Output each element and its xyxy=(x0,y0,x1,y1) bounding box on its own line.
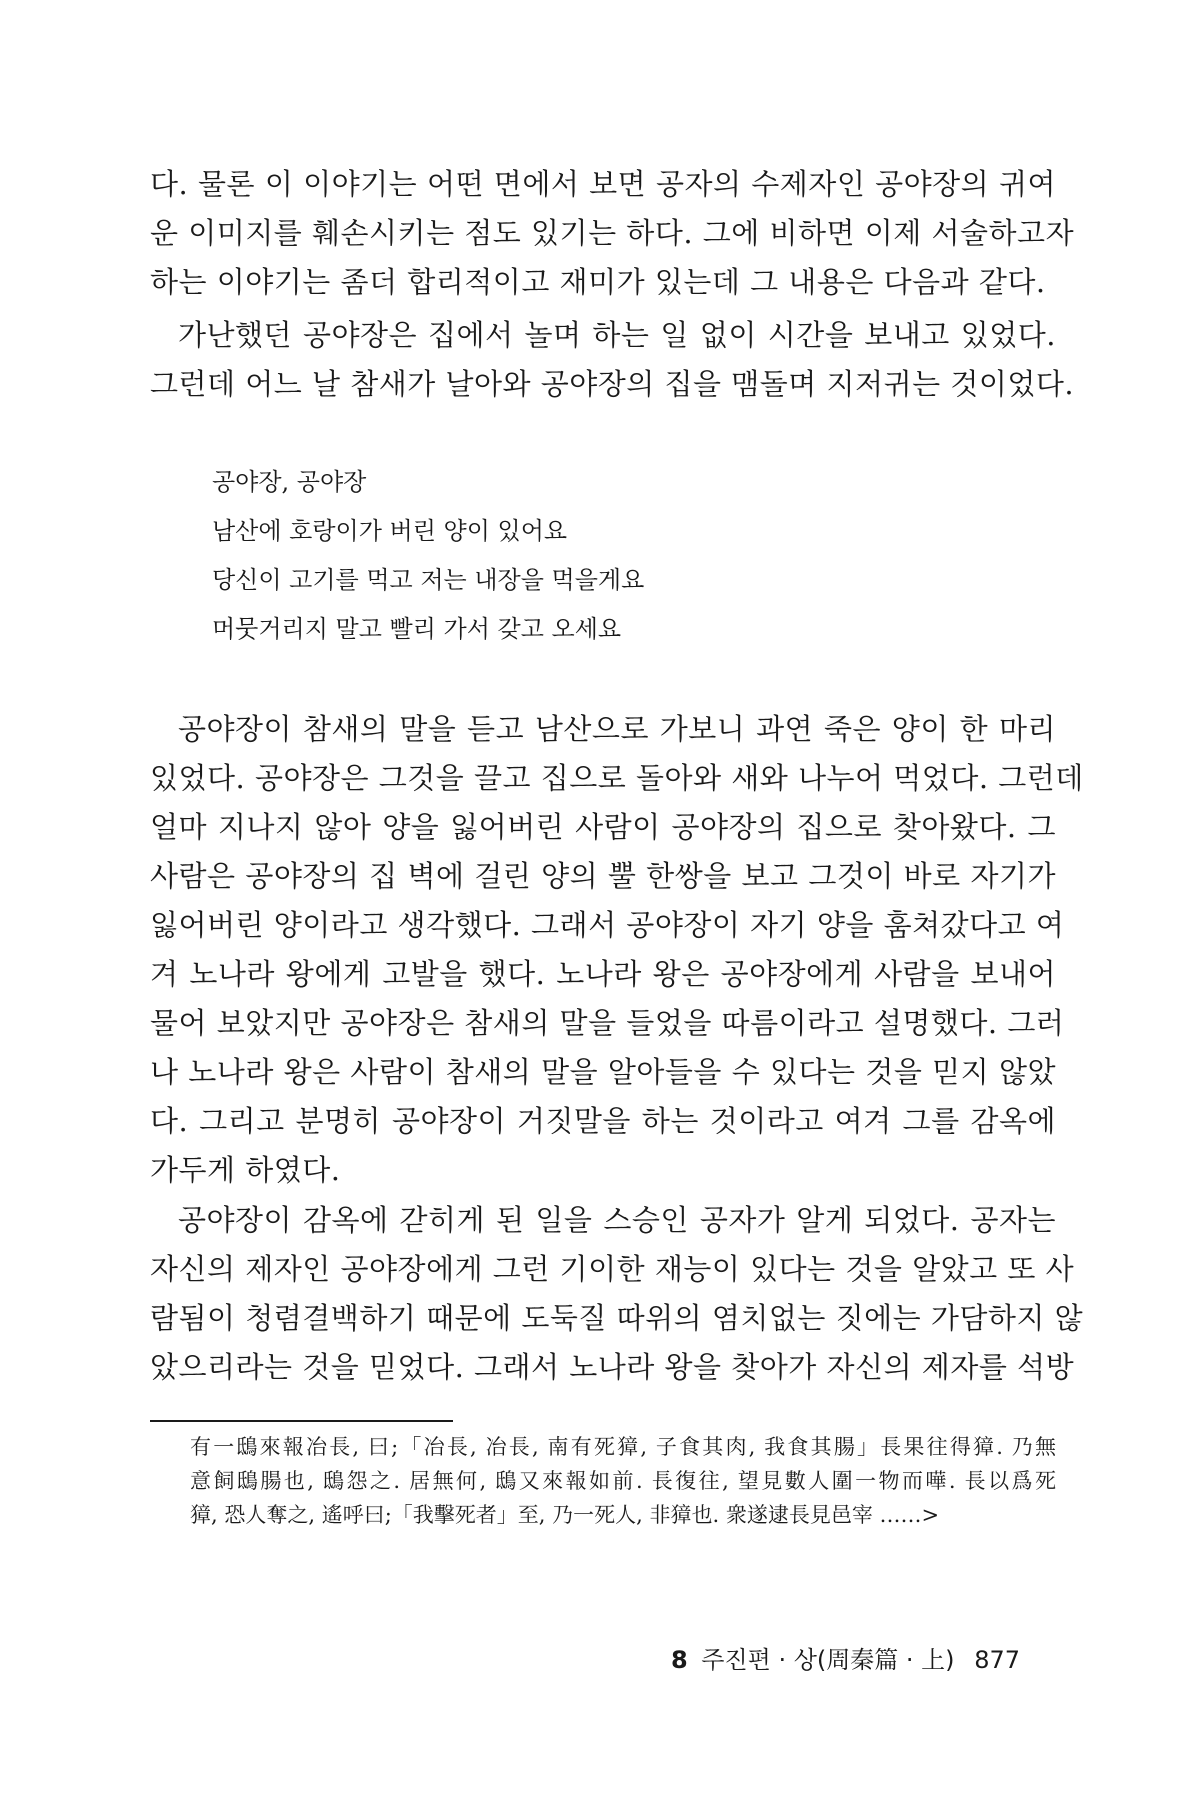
footnote-line: 有一鴟來報冶長, 曰;「冶長, 冶長, 南有死獐, 子食其肉, 我食其腸」長果往得獐. 乃無 xyxy=(190,1435,1056,1459)
text-line: 자신의 제자인 공야장에게 그런 기이한 재능이 있다는 것을 알았고 또 사 xyxy=(150,1252,1075,1286)
text-line: 공야장이 참새의 말을 듣고 남산으로 가보니 과연 죽은 양이 한 마리 xyxy=(178,712,1056,746)
text-line: 다. 물론 이 이야기는 어떤 면에서 보면 공자의 수제자인 공야장의 귀여 xyxy=(150,167,1056,201)
paragraph-1 xyxy=(150,160,1075,307)
text-line: 나 노나라 왕은 사람이 참새의 말을 알아들을 수 있다는 것을 믿지 않았 xyxy=(150,1055,1056,1089)
verse-line: 공야장, 공야장 xyxy=(212,468,367,496)
text-line: 물어 보았지만 공야장은 참새의 말을 들었을 따름이라고 설명했다. 그러 xyxy=(150,1006,1065,1040)
verse-line: 남산에 호랑이가 버린 양이 있어요 xyxy=(212,517,568,545)
verse-line: 머뭇거리지 말고 빨리 가서 갖고 오세요 xyxy=(212,615,622,643)
footnote-line: 意飼鴟腸也, 鴟怨之. 居無何, 鴟又來報如前. 長復往, 望見數人圍一物而嘩. 長以爲死 xyxy=(190,1469,1056,1493)
text-line: 있었다. 공야장은 그것을 끌고 집으로 돌아와 새와 나누어 먹었다. 그런데 xyxy=(150,761,1084,795)
footnote-line: 獐, 恐人奪之, 遙呼曰;「我擊死者」至, 乃一死人, 非獐也. 衆遂逮長見邑宰 ……> xyxy=(190,1503,940,1527)
footnote-divider xyxy=(150,1420,453,1422)
text-line: 가두게 하였다. xyxy=(150,1153,341,1187)
text-line: 운 이미지를 훼손시키는 점도 있기는 하다. 그에 비하면 이제 서술하고자 xyxy=(150,216,1075,250)
text-line: 가난했던 공야장은 집에서 놀며 하는 일 없이 시간을 보내고 있었다. xyxy=(178,318,1056,352)
text-line: 공야장이 감옥에 갇히게 된 일을 스승인 공자가 알게 되었다. 공자는 xyxy=(178,1203,1056,1237)
text-line: 다. 그리고 분명히 공야장이 거짓말을 하는 것이라고 여겨 그를 감옥에 xyxy=(150,1104,1056,1138)
paragraph-4 xyxy=(150,1196,1084,1392)
paragraph-3 xyxy=(150,705,1084,1195)
text-line: 겨 노나라 왕에게 고발을 했다. 노나라 왕은 공야장에게 사람을 보내어 xyxy=(150,957,1056,991)
page-footer xyxy=(671,1640,1020,1675)
verse-line: 당신이 고기를 먹고 저는 내장을 먹을게요 xyxy=(212,566,645,594)
text-line: 람됨이 청렴결백하기 때문에 도둑질 따위의 염치없는 짓에는 가담하지 않 xyxy=(150,1301,1084,1335)
text-line: 았으리라는 것을 믿었다. 그래서 노나라 왕을 찾아가 자신의 제자를 석방 xyxy=(150,1350,1075,1384)
text-line: 사람은 공야장의 집 벽에 걸린 양의 뿔 한쌍을 보고 그것이 바로 자기가 xyxy=(150,859,1056,893)
chapter-number: 8 xyxy=(670,1646,688,1674)
page-number: 877 xyxy=(974,1646,1020,1674)
text-line: 하는 이야기는 좀더 합리적이고 재미가 있는데 그 내용은 다음과 같다. xyxy=(150,265,1046,299)
text-line: 그런데 어느 날 참새가 날아와 공야장의 집을 맴돌며 지저귀는 것이었다. xyxy=(150,367,1075,401)
sparrow-verse xyxy=(212,458,644,654)
text-line: 얼마 지나지 않아 양을 잃어버린 사람이 공야장의 집으로 찾아왔다. 그 xyxy=(150,810,1056,844)
text-line: 잃어버린 양이라고 생각했다. 그래서 공야장이 자기 양을 훔쳐갔다고 여 xyxy=(150,908,1065,942)
footnote xyxy=(190,1430,1056,1532)
paragraph-2 xyxy=(150,311,1075,409)
section-title: 주진편 · 상(周秦篇 · 上) xyxy=(701,1646,955,1674)
